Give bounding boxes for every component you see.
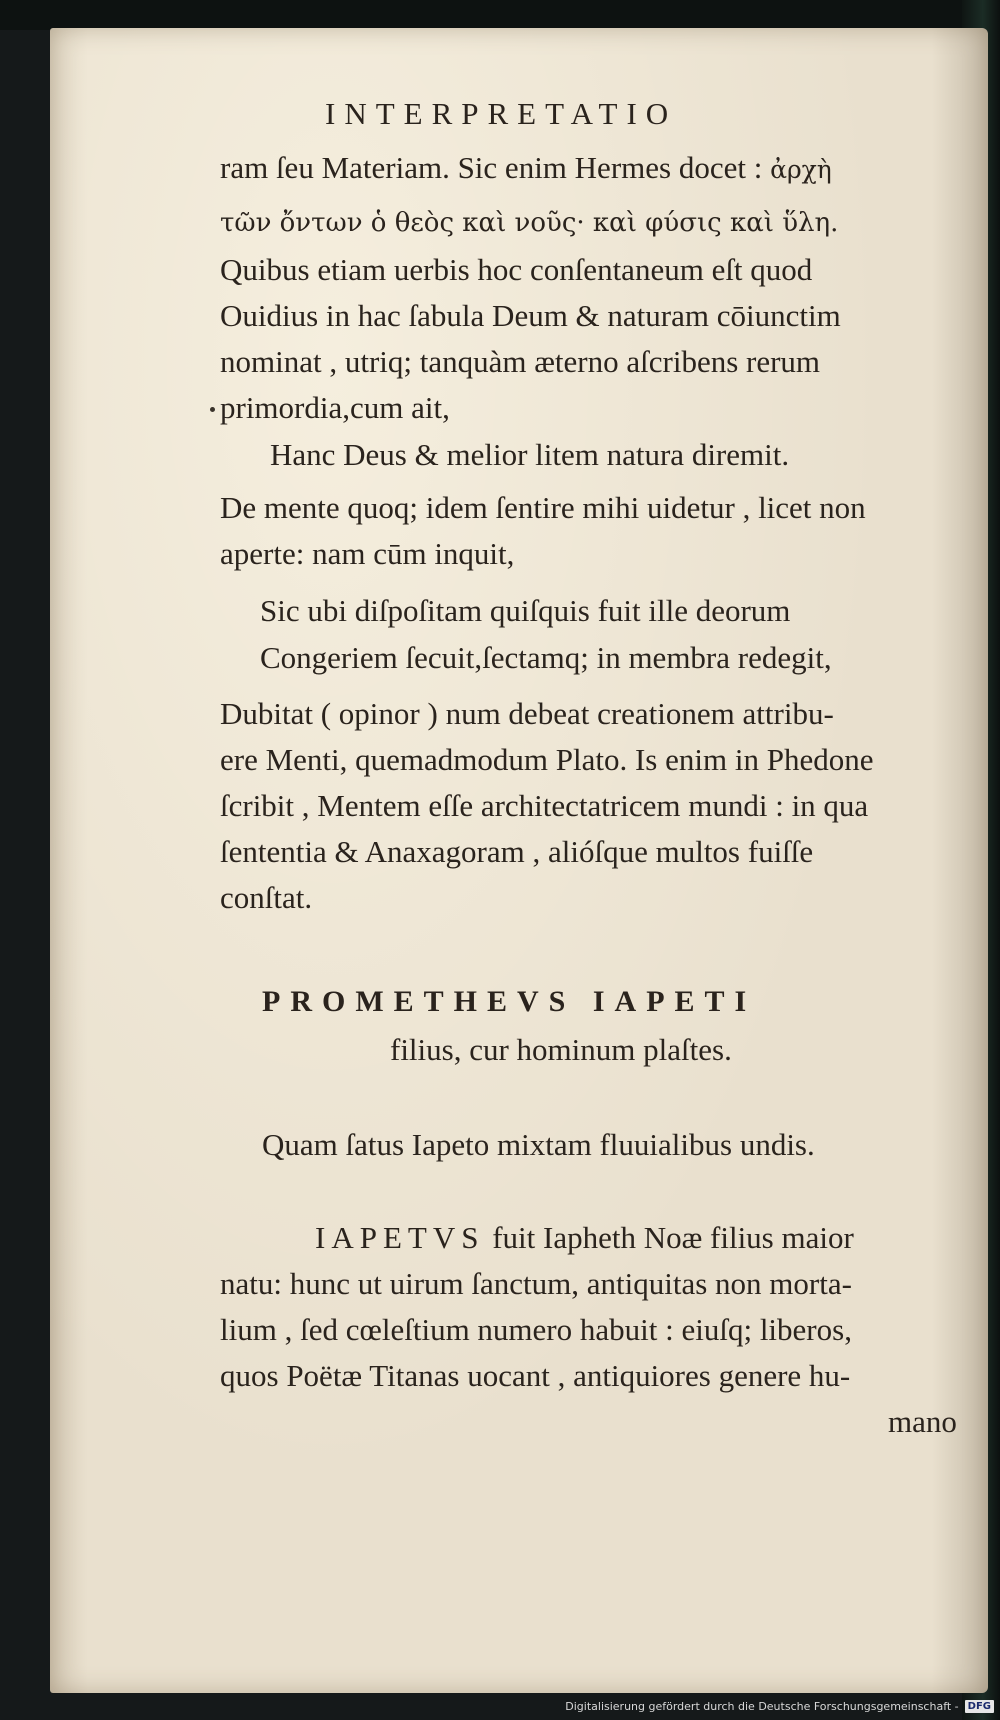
text-line-14: ſcribit , Mentem eſſe architectatricem mundi : in qua xyxy=(220,788,869,823)
text-line-5: nominat , utriq; tanquàm æterno aſcribens rerum xyxy=(220,344,821,379)
text-line-1 xyxy=(220,150,832,186)
paragraph-line-2: natu: hunc ut uirum ſanctum, antiquitas non morta- xyxy=(220,1266,852,1301)
text-line-1-latin: ram ſeu Materiam. Sic enim Hermes docet : xyxy=(220,150,763,185)
catchword: mano xyxy=(888,1404,957,1439)
text-line-8: De mente quoq; idem ſentire mihi uidetur , licet non xyxy=(220,490,866,525)
text-line-13: ere Menti, quemadmodum Plato. Is enim in Phedone xyxy=(220,742,874,777)
verse-line-1: Hanc Deus & melior litem natura diremit. xyxy=(270,437,790,472)
text-line-16: conſtat. xyxy=(220,880,313,915)
text-line-3: Quibus etiam uerbis hoc conſentaneum eſt quod xyxy=(220,252,813,287)
text-line-4: Ouidius in hac ſabula Deum & naturam cōiunctim xyxy=(220,298,841,333)
verse-line-3: Congeriem ſecuit,ſectamq; in membra redegit, xyxy=(260,640,832,675)
scan-background-top xyxy=(0,0,1000,30)
verse-line-2: Sic ubi diſpoſitam quiſquis fuit ille deorum xyxy=(260,593,791,628)
paragraph-line-1-rest: fuit Iapheth Noæ filius maior xyxy=(492,1220,854,1255)
paragraph-line-1 xyxy=(315,1220,854,1256)
running-head: INTERPRETATIO xyxy=(325,96,678,131)
paragraph-line-4: quos Poëtæ Titanas uocant , antiquiores genere hu- xyxy=(220,1358,851,1393)
margin-mark xyxy=(210,407,215,412)
section-subheading: filius, cur hominum plaſtes. xyxy=(390,1032,732,1067)
text-line-6: primordia,cum ait, xyxy=(220,390,450,425)
text-line-15: ſententia & Anaxagoram , alióſque multos fuiſſe xyxy=(220,834,814,869)
dfg-logo-icon: DFG xyxy=(965,1700,994,1713)
text-line-12: Dubitat ( opinor ) num debeat creationem attribu- xyxy=(220,696,834,731)
section-heading: PROMETHEVS IAPETI xyxy=(262,985,757,1018)
verse-quote: Quam ſatus Iapeto mixtam fluuialibus undis. xyxy=(262,1127,815,1162)
text-line-9: aperte: nam cūm inquit, xyxy=(220,536,515,571)
text-line-2-greek: τῶν ὄντων ὁ θεὸς καὶ νοῦς· καὶ φύσις καὶ ὕλη. xyxy=(220,208,839,238)
credit-text: Digitalisierung gefördert durch die Deutsche Forschungsgemeinschaft - xyxy=(565,1699,959,1713)
text-line-1-greek: ἀρχὴ xyxy=(770,155,832,184)
paragraph-line-3: lium , ſed cœleſtium numero habuit : eiuſq; liberos, xyxy=(220,1312,852,1347)
paragraph-initial-caps: IAPETVS xyxy=(315,1220,485,1255)
digitization-credit xyxy=(565,1696,994,1716)
